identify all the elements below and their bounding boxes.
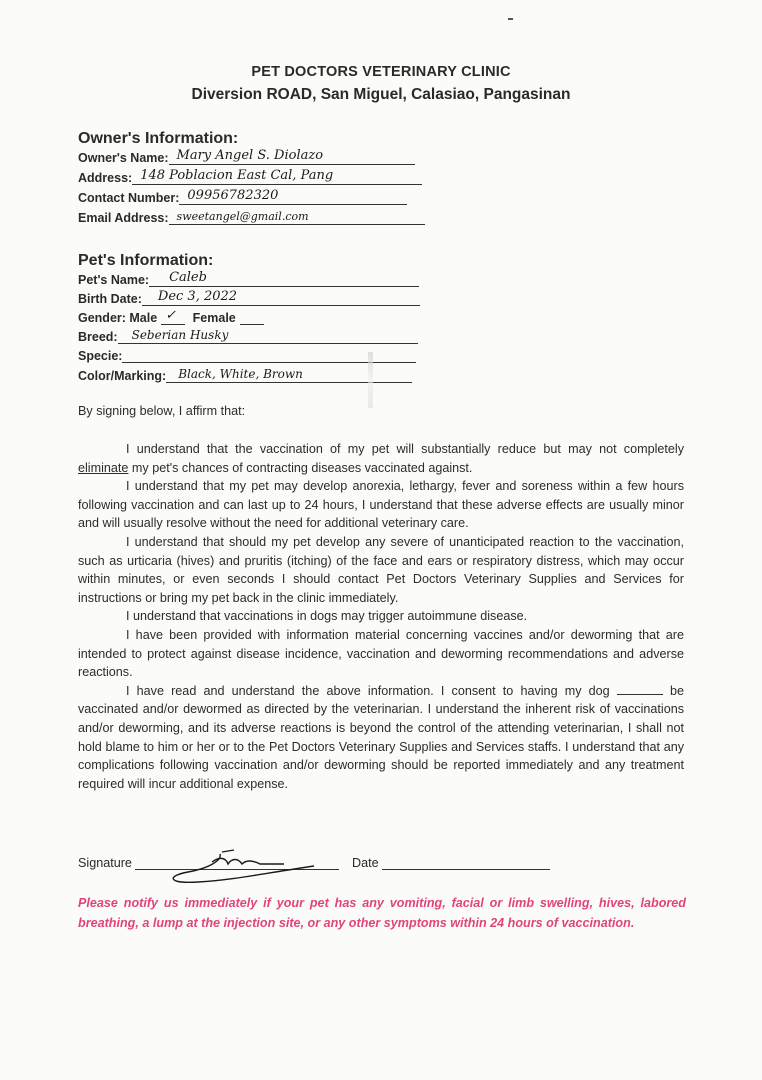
pet-breed-field[interactable] <box>78 327 418 345</box>
pet-section-title: Pet's Information: <box>78 252 214 269</box>
owner-contact-value: 09956782320 <box>187 188 279 203</box>
owner-contact-field[interactable] <box>78 188 407 206</box>
owner-address-label: Address: <box>78 171 133 185</box>
pet-birthdate-value: Dec 3, 2022 <box>157 289 238 304</box>
date-label: Date <box>352 856 379 870</box>
signature-label: Signature <box>78 856 132 870</box>
pet-name-value: Caleb <box>169 270 207 285</box>
pet-specie-field[interactable] <box>78 346 416 364</box>
pet-color-value: Black, White, Brown <box>178 367 303 381</box>
owner-address-field[interactable] <box>78 168 422 186</box>
pet-gender-female-label: Female <box>192 311 236 325</box>
pet-color-field[interactable] <box>78 366 412 384</box>
pet-breed-label: Breed: <box>78 330 118 344</box>
owner-contact-label: Contact Number: <box>78 191 180 205</box>
pet-name-label: Pet's Name: <box>78 273 150 287</box>
owner-email-value: sweetangel@gmail.com <box>176 210 309 223</box>
scan-smudge <box>368 352 373 408</box>
consent-paragraph-1: I understand that the vaccination of my pet will substantially reduce but may not completely eliminate my pet's chances of contracting diseases vaccinated against. <box>78 442 684 475</box>
clinic-address: Diversion ROAD, San Miguel, Calasiao, Pangasinan <box>191 86 571 103</box>
clinic-name: PET DOCTORS VETERINARY CLINIC <box>251 64 511 80</box>
date-line[interactable] <box>382 856 550 870</box>
pet-specie-label: Specie: <box>78 349 123 363</box>
pet-gender-field[interactable] <box>78 308 264 326</box>
pet-birthdate-field[interactable] <box>78 289 420 307</box>
owner-address-value: 148 Poblacion East Cal, Pang <box>140 168 334 183</box>
owner-name-field[interactable] <box>78 148 415 166</box>
owner-email-field[interactable] <box>78 208 425 226</box>
pet-birthdate-label: Birth Date: <box>78 292 142 306</box>
consent-paragraph-4: I understand that vaccinations in dogs may trigger autoimmune disease. <box>126 609 528 624</box>
pet-name-field[interactable] <box>78 270 419 288</box>
consent-paragraph-3: I understand that should my pet develop any severe of unanticipated reaction to the vaccination, such as urticaria (hives) and pruritis (itching) of the face and ears or respiratory distress, which may occur within minutes, or even seconds I should contact Pet Doctors Veterinary Supplies and Services for instructions or bring my pet back in the clinic immediately. <box>78 534 684 605</box>
owner-email-label: Email Address: <box>78 211 169 225</box>
date-field[interactable] <box>352 856 550 870</box>
scan-speck <box>508 18 513 20</box>
consent-paragraph-6: I have read and understand the above information. I consent to having my dog be vaccinated and/or dewormed as directed by the veterinarian. I understand the inherent risk of vaccinations and/or deworming, and its adverse reactions is beyond the control of the attending veterinarian, I shall not hold blame to him or her or to the Pet Doctors Veterinary Supplies and Services staffs. I understand that any complications following vaccination and/or deworming should be reported immediately and any treatment required will incur additional expense. <box>78 683 684 791</box>
owner-section-title: Owner's Information: <box>78 130 239 147</box>
consent-paragraph-2: I understand that my pet may develop anorexia, lethargy, fever and soreness within a few hours following vaccination and can last up to 24 hours, I understand that these adverse effects are usually minor and will usually resolve without the need for additional veterinary care. <box>78 479 684 531</box>
dog-name-blank[interactable] <box>617 682 663 695</box>
owner-name-value: Mary Angel S. Diolazo <box>176 148 324 163</box>
consent-paragraph-5: I have been provided with information material concerning vaccines and/or deworming that are intended to protect against disease incidence, vaccination and deworming recommendations and adverse reactions. <box>78 627 684 680</box>
male-checkmark: ✓ <box>165 308 177 323</box>
pet-color-label: Color/Marking: <box>78 369 167 383</box>
female-blank[interactable] <box>240 308 264 325</box>
owner-name-label: Owner's Name: <box>78 151 169 165</box>
pet-breed-value: Seberian Husky <box>131 328 229 342</box>
post-vaccination-notice: Please notify us immediately if your pet has any vomiting, facial or limb swelling, hives, labored breathing, a lump at the injection site, or any other symptoms within 24 hours of vaccination. <box>78 896 686 930</box>
consent-intro: By signing below, I affirm that: <box>78 404 246 418</box>
pet-gender-male-label: Gender: Male <box>78 311 158 325</box>
consent-body <box>78 440 684 793</box>
handwritten-signature <box>164 846 324 886</box>
